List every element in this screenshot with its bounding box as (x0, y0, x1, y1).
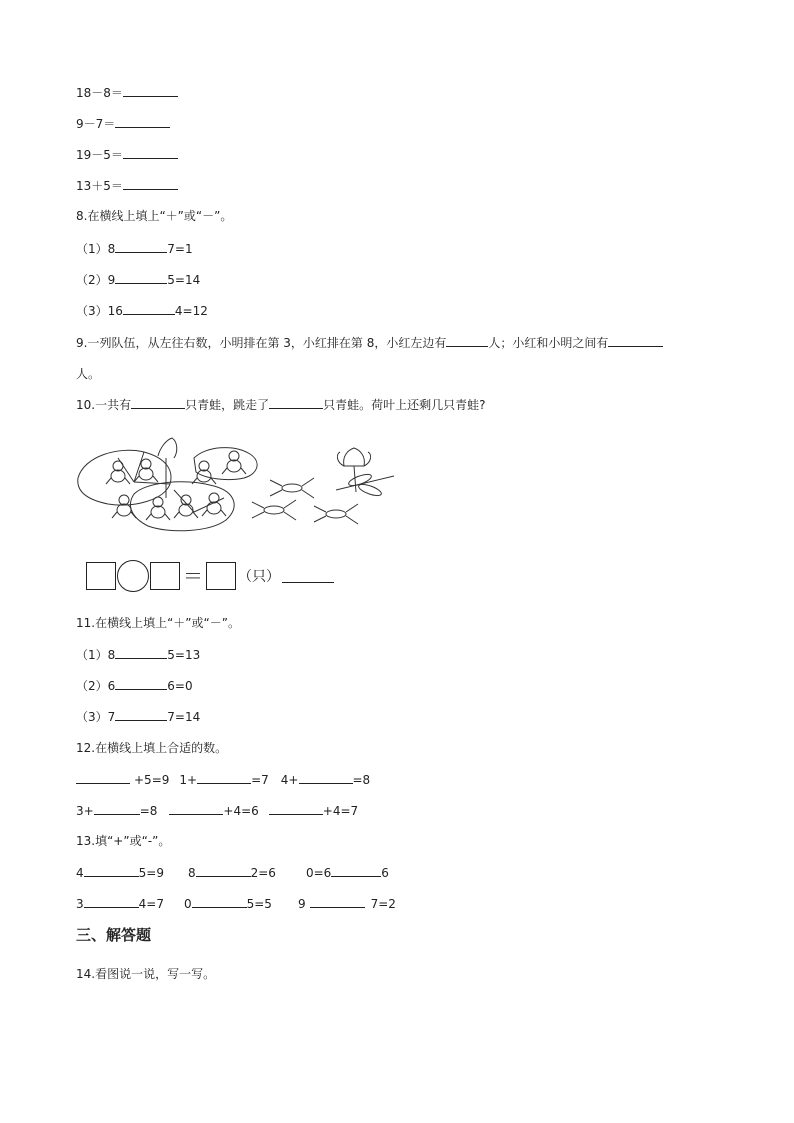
q13-text: 8 (187, 866, 196, 880)
q12-text: 1+ (179, 773, 198, 787)
number-blank[interactable] (269, 802, 323, 815)
item-text: 4=12 (174, 304, 208, 318)
frog-icon (192, 461, 216, 484)
q13-text: 7=2 (370, 897, 396, 911)
question-9-line-1 (76, 334, 663, 351)
operator-blank[interactable] (192, 895, 247, 908)
operator-blank[interactable] (115, 271, 167, 284)
frog-icon (174, 495, 198, 518)
item-text: 7=14 (167, 710, 201, 724)
q13-text: 6 (381, 866, 389, 880)
q9-text: 9.一列队伍，从左往右数，小明排在第 3，小红排在第 8，小红左边有 (76, 336, 447, 350)
operator-blank[interactable] (123, 302, 175, 315)
jumping-frog-icon (252, 500, 296, 520)
equation-line (76, 146, 178, 163)
q13-text: 5=9 (138, 866, 164, 880)
item-text: （1）8 (76, 648, 116, 662)
item-text: （1）8 (76, 242, 116, 256)
jumping-frog-icon (314, 504, 358, 524)
question-10 (76, 396, 485, 413)
q12-text: +4=6 (223, 804, 259, 818)
unit-label: （只） (238, 569, 280, 585)
equation-line (76, 177, 178, 194)
lotus-leaf (130, 482, 234, 531)
operator-blank[interactable] (115, 646, 167, 659)
frog-equation-frame (86, 560, 334, 592)
frog-icon (202, 493, 226, 516)
answer-blank[interactable] (123, 84, 178, 97)
q12-row-2 (76, 802, 358, 819)
question-9-line-2: 人。 (76, 367, 101, 381)
q9-text: 人；小红和小明之间有 (488, 336, 609, 350)
answer-box[interactable] (206, 562, 236, 590)
answer-blank[interactable] (131, 396, 185, 409)
equation-text: 9－7＝ (76, 117, 116, 131)
lotus-leaf (194, 448, 257, 480)
item-text: （2）6 (76, 679, 116, 693)
number-blank[interactable] (299, 771, 353, 784)
operator-blank[interactable] (115, 677, 167, 690)
q13-text: 0 (183, 897, 192, 911)
q12-row-1 (76, 771, 370, 788)
q12-text: +5=9 (134, 773, 170, 787)
q8-item-3 (76, 302, 208, 319)
answer-blank[interactable] (608, 334, 663, 347)
q13-row-2 (76, 895, 396, 912)
frog-icon (112, 495, 136, 518)
equation-text: 13＋5＝ (76, 179, 123, 193)
q10-text: 10.一共有 (76, 398, 132, 412)
answer-blank[interactable] (282, 570, 334, 583)
item-text: 6=0 (167, 679, 193, 693)
operator-blank[interactable] (310, 895, 365, 908)
answer-blank[interactable] (446, 334, 488, 347)
section-heading: 三、解答题 (76, 926, 152, 944)
frogs-on-lotus-illustration (74, 428, 404, 540)
q12-text: =8 (352, 773, 371, 787)
item-text: （2）9 (76, 273, 116, 287)
q13-text: 4=7 (138, 897, 164, 911)
q11-item-2 (76, 677, 193, 694)
q12-text: 4+ (280, 773, 299, 787)
operator-circle[interactable] (117, 560, 149, 592)
q12-text: 3+ (76, 804, 94, 818)
q10-text: 只青蛙。荷叶上还剩几只青蛙? (323, 398, 486, 412)
operator-blank[interactable] (115, 240, 167, 253)
equation-line (76, 84, 178, 101)
operator-blank[interactable] (84, 864, 139, 877)
item-text: 5=14 (167, 273, 201, 287)
q13-row-1 (76, 864, 389, 881)
question-13-title: 13.填“+”或“-”。 (76, 834, 171, 848)
q12-text: =7 (251, 773, 269, 787)
answer-box[interactable] (86, 562, 116, 590)
item-text: （3）16 (76, 304, 123, 318)
q12-text: +4=7 (322, 804, 359, 818)
question-11-title: 11.在横线上填上“＋”或“－”。 (76, 616, 240, 630)
operator-blank[interactable] (196, 864, 251, 877)
number-blank[interactable] (76, 771, 130, 784)
q13-text: 3 (76, 897, 84, 911)
answer-blank[interactable] (123, 177, 178, 190)
dragonfly-icon (336, 472, 394, 498)
question-8-title: 8.在横线上填上“＋”或“－”。 (76, 209, 233, 223)
number-blank[interactable] (169, 802, 223, 815)
number-blank[interactable] (94, 802, 140, 815)
answer-blank[interactable] (269, 396, 323, 409)
equation-text: 19－5＝ (76, 148, 123, 162)
operator-blank[interactable] (84, 895, 139, 908)
operator-blank[interactable] (331, 864, 381, 877)
q12-text: =8 (139, 804, 158, 818)
answer-blank[interactable] (115, 115, 170, 128)
item-text: （3）7 (76, 710, 116, 724)
jumping-frog-icon (270, 478, 314, 498)
answer-box[interactable] (150, 562, 180, 590)
question-12-title: 12.在横线上填上合适的数。 (76, 741, 228, 755)
item-text: 7=1 (167, 242, 193, 256)
answer-blank[interactable] (123, 146, 178, 159)
equals-sign: ＝ (183, 564, 203, 588)
lotus-bud (158, 438, 177, 458)
frog-icon (106, 461, 130, 484)
equation-text: 18－8＝ (76, 86, 123, 100)
operator-blank[interactable] (115, 708, 167, 721)
q11-item-3 (76, 708, 200, 725)
q8-item-1 (76, 240, 193, 257)
q11-item-1 (76, 646, 200, 663)
number-blank[interactable] (197, 771, 251, 784)
q13-text: 4 (76, 866, 84, 880)
q13-text: 0=6 (305, 866, 332, 880)
q10-text: 只青蛙，跳走了 (185, 398, 270, 412)
q13-text: 9 (297, 897, 306, 911)
equation-line (76, 115, 170, 132)
q13-text: 5=5 (246, 897, 272, 911)
q8-item-2 (76, 271, 200, 288)
q13-text: 2=6 (250, 866, 276, 880)
frog-icon (222, 451, 246, 474)
item-text: 5=13 (167, 648, 201, 662)
question-14: 14.看图说一说，写一写。 (76, 967, 216, 981)
